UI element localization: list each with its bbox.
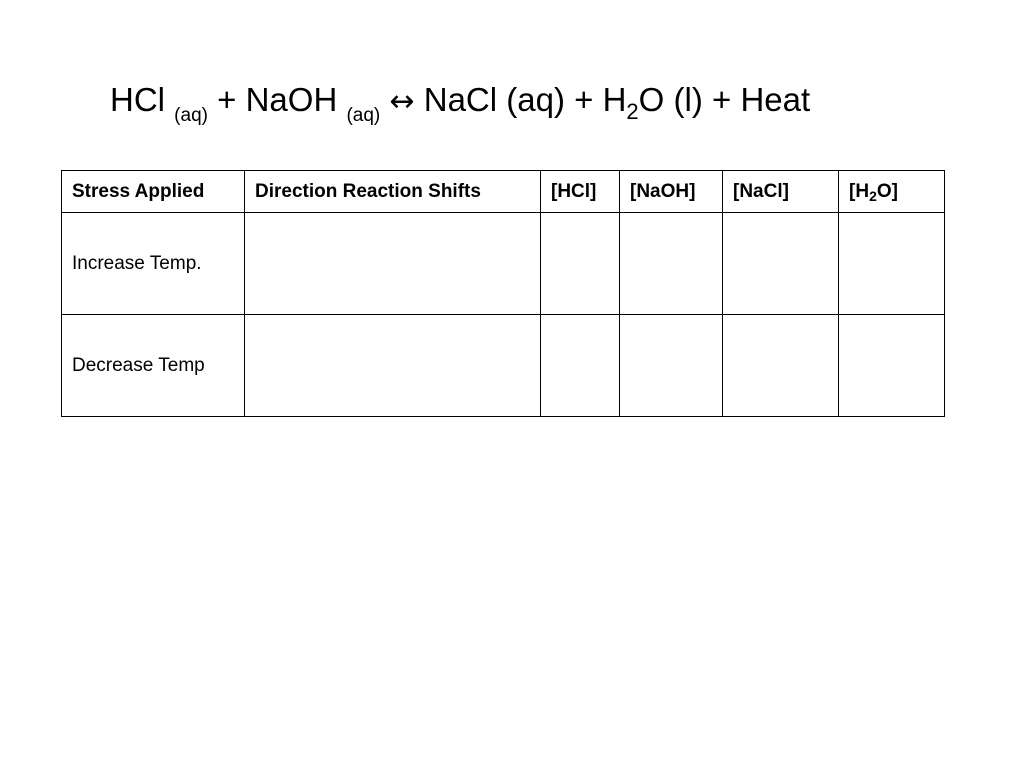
table-row bbox=[62, 315, 945, 417]
equilibrium-table bbox=[61, 170, 945, 417]
reactant-hcl-state: (aq) bbox=[174, 105, 208, 126]
reactant-naoh-state: (aq) bbox=[346, 105, 381, 126]
table-row bbox=[62, 213, 945, 315]
cell-naoh[interactable] bbox=[620, 213, 723, 315]
header-h2o-subscript: 2 bbox=[869, 187, 877, 204]
cell-h2o[interactable] bbox=[839, 315, 945, 417]
product-nacl: NaCl (aq) bbox=[423, 81, 565, 118]
cell-hcl[interactable] bbox=[541, 213, 620, 315]
header-h2o bbox=[839, 171, 945, 213]
header-direction: Direction Reaction Shifts bbox=[245, 171, 541, 213]
header-naoh: [NaOH] bbox=[620, 171, 723, 213]
header-stress-applied: Stress Applied bbox=[62, 171, 245, 213]
water-h: H bbox=[602, 81, 627, 118]
water-o-state: O (l) bbox=[638, 81, 703, 118]
cell-direction[interactable] bbox=[245, 213, 541, 315]
header-hcl: [HCl] bbox=[541, 171, 620, 213]
header-h2o-h: [H bbox=[849, 180, 870, 202]
cell-stress: Decrease Temp bbox=[62, 315, 245, 417]
cell-nacl[interactable] bbox=[723, 213, 839, 315]
cell-hcl[interactable] bbox=[541, 315, 620, 417]
plus-sign: + bbox=[217, 81, 237, 118]
table-header-row bbox=[62, 171, 945, 213]
cell-direction[interactable] bbox=[245, 315, 541, 417]
cell-nacl[interactable] bbox=[723, 315, 839, 417]
product-water bbox=[602, 81, 703, 124]
cell-naoh[interactable] bbox=[620, 315, 723, 417]
plus-sign: + bbox=[574, 81, 594, 118]
water-subscript: 2 bbox=[626, 99, 639, 124]
cell-h2o[interactable] bbox=[839, 213, 945, 315]
plus-sign: + bbox=[711, 81, 732, 118]
reaction-equation bbox=[110, 78, 810, 128]
product-heat: Heat bbox=[740, 81, 811, 118]
equilibrium-arrow-icon: ↔ bbox=[389, 84, 415, 119]
reactant-naoh: NaOH bbox=[245, 81, 338, 118]
cell-stress: Increase Temp. bbox=[62, 213, 245, 315]
reactant-hcl: HCl bbox=[110, 81, 165, 118]
header-h2o-o: O] bbox=[876, 180, 898, 202]
header-nacl: [NaCl] bbox=[723, 171, 839, 213]
